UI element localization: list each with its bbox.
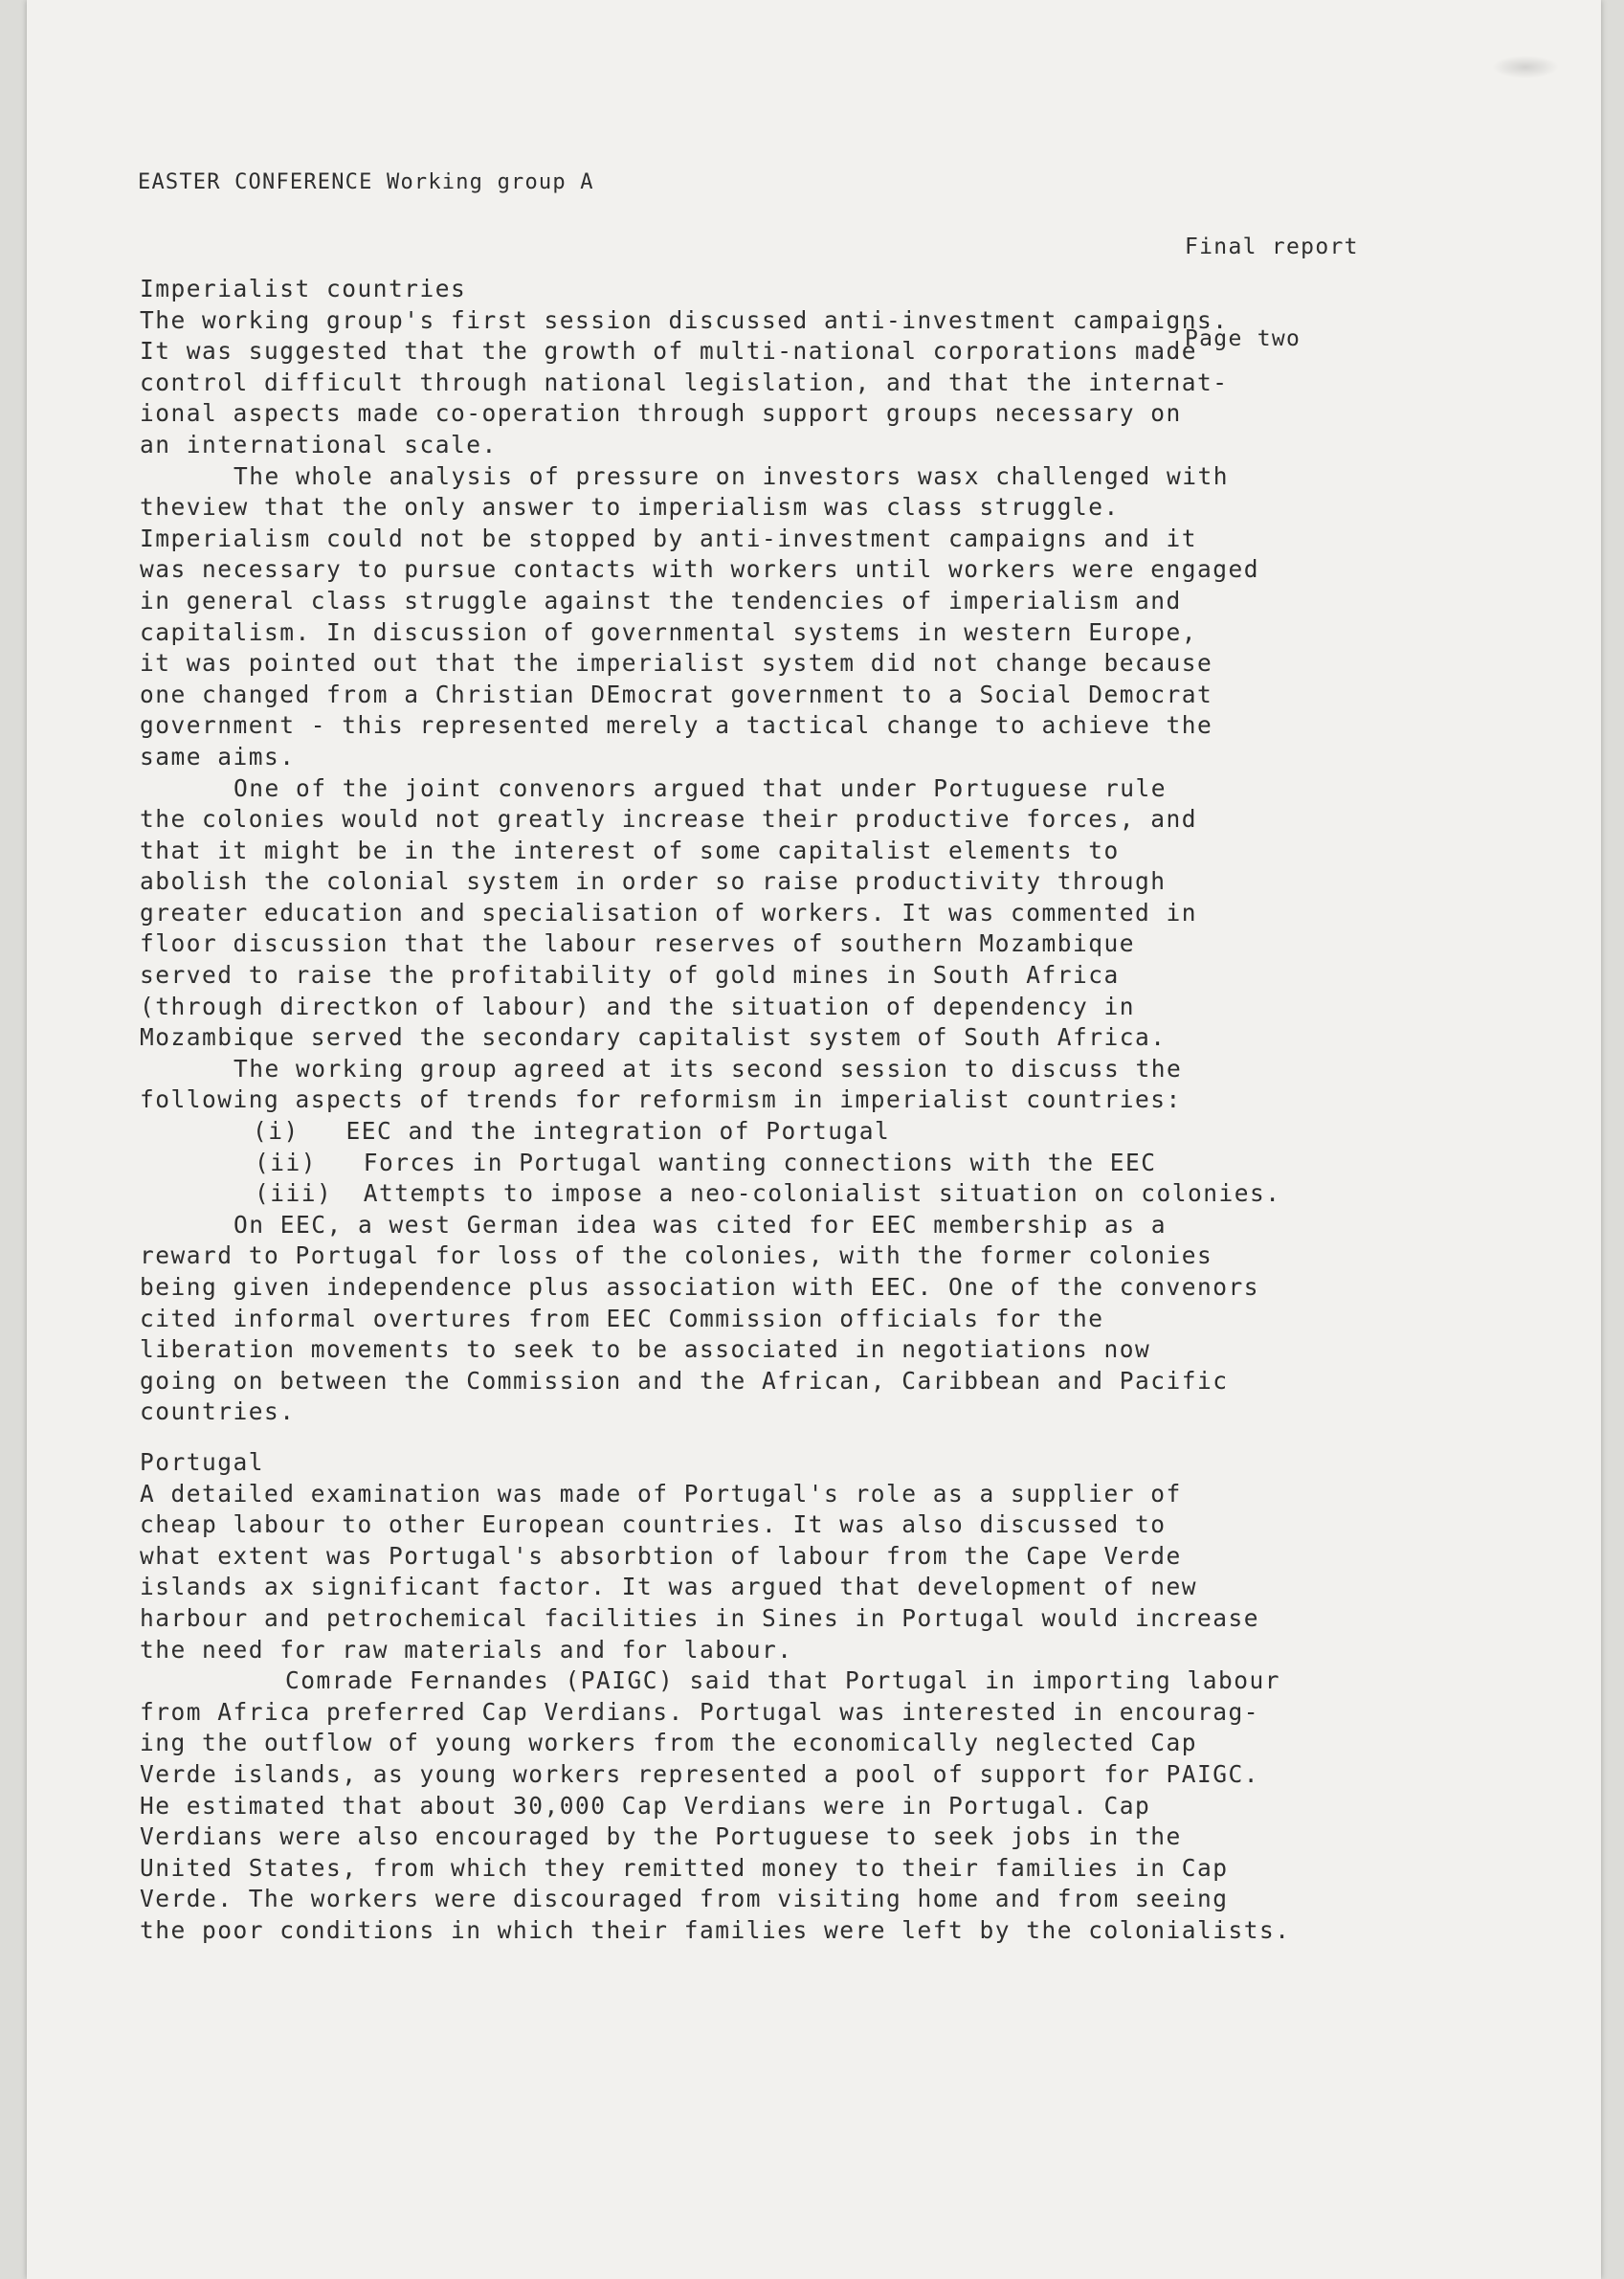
header-report-label: Final report [1185,235,1359,259]
text-line: The working group's first session discussed anti-investment campaigns. [140,305,1229,334]
text-line: He estimated that about 30,000 Cap Verdians were in Portugal. Cap [140,1791,1151,1820]
text-line: The whole analysis of pressure on investors wasx challenged with [234,461,1230,490]
text-line: reward to Portugal for loss of the colonies, with the former colonies [140,1241,1213,1270]
text-line: same aims. [140,742,296,771]
text-line: (ii) Forces in Portugal wanting connections with the EEC [255,1148,1157,1176]
text-line: being given independence plus association with EEC. One of the convenors [140,1273,1260,1301]
text-line: it was pointed out that the imperialist system did not change because [140,649,1213,678]
text-line: going on between the Commission and the African, Caribbean and Pacific [140,1366,1229,1395]
text-line: Portugal [140,1447,265,1476]
text-line: It was suggested that the growth of multi-national corporations made [140,337,1198,366]
header-title: EASTER CONFERENCE Working group A [138,170,594,194]
text-line: cited informal overtures from EEC Commission officials for the [140,1304,1104,1332]
document-page [27,0,1601,2279]
text-line: that it might be in the interest of some capitalist elements to [140,836,1120,864]
text-line: countries. [140,1397,296,1426]
text-line: (iii) Attempts to impose a neo-colonialist situation on colonies. [255,1179,1281,1208]
paper-stain [1492,56,1559,78]
text-line: government - this represented merely a tactical change to achieve the [140,711,1213,740]
header-page-label: Page two [1185,326,1301,351]
text-line: what extent was Portugal's absorbtion of labour from the Cape Verde [140,1541,1182,1570]
text-line: Imperialist countries [140,275,467,302]
text-line: the need for raw materials and for labour. [140,1635,793,1664]
text-line: was necessary to pursue contacts with workers until workers were engaged [140,555,1260,584]
text-line: Imperialism could not be stopped by anti-investment campaigns and it [140,524,1198,552]
text-line: Verde islands, as young workers represented a pool of support for PAIGC. [140,1759,1260,1788]
text-line: Mozambique served the secondary capitalist system of South Africa. [140,1023,1167,1052]
text-line: A detailed examination was made of Portugal's role as a supplier of [140,1479,1182,1508]
text-line: (i) EEC and the integration of Portugal [253,1117,891,1146]
text-line: control difficult through national legislation, and that the internat- [140,368,1229,396]
text-line: ing the outflow of young workers from the economically neglected Cap [140,1729,1198,1757]
section-gap [140,1428,1537,1447]
text-line: ional aspects made co-operation through support groups necessary on [140,399,1182,428]
text-line: the colonies would not greatly increase their productive forces, and [140,805,1198,834]
text-line: greater education and specialisation of workers. It was commented in [140,898,1198,927]
text-line: abolish the colonial system in order so raise productivity through [140,867,1167,896]
text-line: On EEC, a west German idea was cited for EEC membership as a [234,1210,1168,1239]
text-line: (through directkon of labour) and the situation of dependency in [140,992,1136,1020]
text-line: capitalism. In discussion of governmental systems in western Europe, [140,617,1198,646]
text-line: following aspects of trends for reformism in imperialist countries: [140,1085,1182,1114]
text-line: United States, from which they remitted money to their families in Cap [140,1853,1229,1882]
text-line: from Africa preferred Cap Verdians. Portugal was interested in encourag- [140,1697,1260,1726]
text-line: cheap labour to other European countries. It was also discussed to [140,1510,1167,1539]
text-line: floor discussion that the labour reserves of southern Mozambique [140,929,1136,958]
text-line: liberation movements to seek to be associated in negotiations now [140,1335,1151,1364]
text-line: one changed from a Christian DEmocrat government to a Social Democrat [140,680,1213,708]
report-body [140,274,1537,1946]
text-line: One of the joint convenors argued that under Portuguese rule [234,773,1168,802]
text-line: theview that the only answer to imperialism was class struggle. [140,493,1120,522]
text-line: Verde. The workers were discouraged from visiting home and from seeing [140,1885,1229,1913]
text-line: islands ax significant factor. It was argued that development of new [140,1573,1198,1601]
text-line: the poor conditions in which their families were left by the colonialists. [140,1915,1291,1944]
text-line: The working group agreed at its second session to discuss the [234,1054,1183,1083]
text-line: harbour and petrochemical facilities in Sines in Portugal would increase [140,1603,1260,1632]
text-line: Verdians were also encouraged by the Portuguese to seek jobs in the [140,1822,1182,1851]
text-line: served to raise the profitability of gold mines in South Africa [140,961,1120,990]
text-line: Comrade Fernandes (PAIGC) said that Portugal in importing labour [285,1666,1281,1695]
text-line: in general class struggle against the tendencies of imperialism and [140,586,1182,614]
text-line: an international scale. [140,430,498,458]
